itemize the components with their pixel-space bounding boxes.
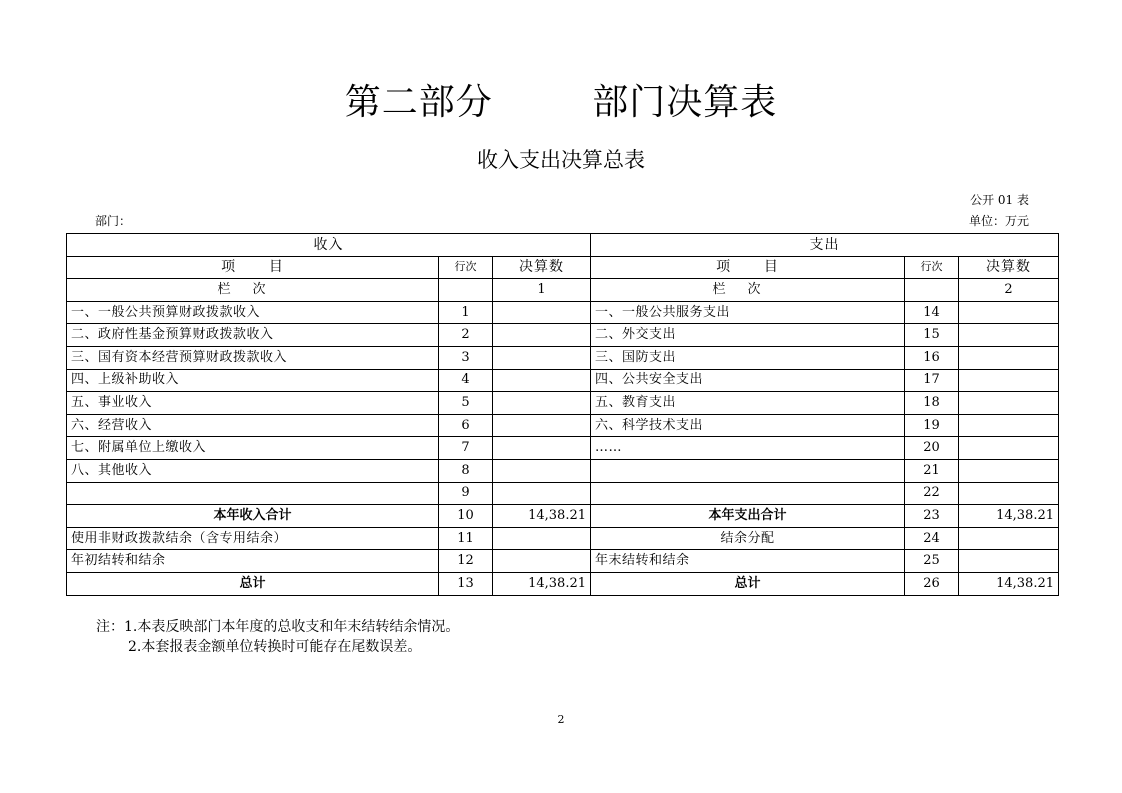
expense-amount [959, 301, 1059, 324]
income-item: 五、事业收入 [67, 392, 439, 415]
income-amount [493, 301, 591, 324]
income-amount-header: 决算数 [493, 256, 591, 279]
expense-amount [959, 414, 1059, 437]
income-item-header: 项 目 [67, 256, 439, 279]
income-amount [493, 414, 591, 437]
expense-row-number: 25 [905, 550, 959, 573]
table-row [67, 437, 1059, 460]
income-item: 使用非财政拨款结余（含专用结余） [67, 527, 439, 550]
expense-item [591, 459, 905, 482]
income-section-header: 收入 [67, 234, 591, 257]
empty-cell [905, 279, 959, 302]
income-item: 年初结转和结余 [67, 550, 439, 573]
table-row [67, 414, 1059, 437]
income-item: 三、国有资本经营预算财政拨款收入 [67, 346, 439, 369]
expense-row-number: 20 [905, 437, 959, 460]
expense-amount [959, 459, 1059, 482]
income-row-number: 2 [439, 324, 493, 347]
page-title: 第二部分 部门决算表 [344, 82, 778, 123]
table-row [67, 301, 1059, 324]
expense-section-header: 支出 [591, 234, 1059, 257]
expense-amount [959, 550, 1059, 573]
unit-label: 单位：万元 [968, 214, 1029, 228]
income-row-number: 13 [439, 572, 493, 595]
income-subtotal-label: 本年收入合计 [67, 505, 439, 528]
income-item: 四、上级补助收入 [67, 369, 439, 392]
table-row [67, 369, 1059, 392]
income-row-number: 7 [439, 437, 493, 460]
income-row-no-header: 行次 [439, 256, 493, 279]
expense-total-amount: 14,38.21 [959, 572, 1059, 595]
note-line-1: 注：1.本表反映部门本年度的总收支和年末结转结余情况。 [96, 619, 460, 635]
table-row [67, 459, 1059, 482]
income-item: 六、经营收入 [67, 414, 439, 437]
income-row-number: 11 [439, 527, 493, 550]
expense-row-number: 19 [905, 414, 959, 437]
empty-cell [439, 279, 493, 302]
income-amount [493, 459, 591, 482]
total-row [67, 572, 1059, 595]
expense-row-number: 18 [905, 392, 959, 415]
income-subtotal-amount: 14,38.21 [493, 505, 591, 528]
expense-row-number: 23 [905, 505, 959, 528]
department-label: 部门： [95, 214, 132, 228]
expense-row-number: 21 [905, 459, 959, 482]
expense-item [591, 482, 905, 505]
table-row [67, 392, 1059, 415]
expense-row-number: 16 [905, 346, 959, 369]
income-amount [493, 550, 591, 573]
income-total-amount: 14,38.21 [493, 572, 591, 595]
income-amount [493, 369, 591, 392]
table-row [67, 324, 1059, 347]
income-amount [493, 482, 591, 505]
income-item [67, 482, 439, 505]
income-row-number: 6 [439, 414, 493, 437]
expense-amount [959, 437, 1059, 460]
expense-item: 六、科学技术支出 [591, 414, 905, 437]
income-row-number: 3 [439, 346, 493, 369]
expense-subtotal-amount: 14,38.21 [959, 505, 1059, 528]
expense-row-number: 24 [905, 527, 959, 550]
expense-row-number: 22 [905, 482, 959, 505]
expense-amount [959, 527, 1059, 550]
expense-amount [959, 392, 1059, 415]
income-row-number: 4 [439, 369, 493, 392]
table-notes [96, 617, 459, 657]
expense-item: 一、一般公共服务支出 [591, 301, 905, 324]
expense-amount-header: 决算数 [959, 256, 1059, 279]
income-expense-table [66, 233, 1059, 596]
expense-item-header: 项 目 [591, 256, 905, 279]
expense-row-number: 15 [905, 324, 959, 347]
expense-item: 五、教育支出 [591, 392, 905, 415]
expense-amount [959, 324, 1059, 347]
expense-amount [959, 346, 1059, 369]
expense-column-number: 2 [959, 279, 1059, 302]
page-number: 2 [557, 713, 565, 726]
table-section-header-row [67, 234, 1059, 257]
expense-item: 二、外交支出 [591, 324, 905, 347]
column-number-row [67, 279, 1059, 302]
expense-subtotal-label: 本年支出合计 [591, 505, 905, 528]
expense-item: 三、国防支出 [591, 346, 905, 369]
expense-item: 结余分配 [591, 527, 905, 550]
income-row-number: 8 [439, 459, 493, 482]
income-amount [493, 346, 591, 369]
income-amount [493, 324, 591, 347]
table-row [67, 482, 1059, 505]
table-row [67, 346, 1059, 369]
income-amount [493, 437, 591, 460]
expense-item: 年末结转和结余 [591, 550, 905, 573]
expense-row-number: 14 [905, 301, 959, 324]
expense-item: 四、公共安全支出 [591, 369, 905, 392]
income-row-number: 12 [439, 550, 493, 573]
expense-item: …… [591, 437, 905, 460]
expense-total-label: 总计 [591, 572, 905, 595]
balance-row [67, 527, 1059, 550]
income-item: 二、政府性基金预算财政拨款收入 [67, 324, 439, 347]
expense-row-number: 17 [905, 369, 959, 392]
expense-column-label: 栏次 [591, 279, 905, 302]
income-item: 八、其他收入 [67, 459, 439, 482]
form-number: 公开 01 表 [970, 193, 1029, 207]
income-column-number: 1 [493, 279, 591, 302]
income-column-label: 栏次 [67, 279, 439, 302]
expense-amount [959, 369, 1059, 392]
income-total-label: 总计 [67, 572, 439, 595]
income-row-number: 1 [439, 301, 493, 324]
subtotal-row [67, 505, 1059, 528]
income-row-number: 9 [439, 482, 493, 505]
table-title: 收入支出决算总表 [477, 148, 645, 172]
income-item: 七、附属单位上缴收入 [67, 437, 439, 460]
expense-amount [959, 482, 1059, 505]
income-item: 一、一般公共预算财政拨款收入 [67, 301, 439, 324]
expense-row-no-header: 行次 [905, 256, 959, 279]
income-row-number: 10 [439, 505, 493, 528]
income-amount [493, 527, 591, 550]
income-row-number: 5 [439, 392, 493, 415]
balance-row [67, 550, 1059, 573]
expense-row-number: 26 [905, 572, 959, 595]
table-column-header-row [67, 256, 1059, 279]
note-line-2: 2.本套报表金额单位转换时可能存在尾数误差。 [128, 639, 422, 655]
income-amount [493, 392, 591, 415]
